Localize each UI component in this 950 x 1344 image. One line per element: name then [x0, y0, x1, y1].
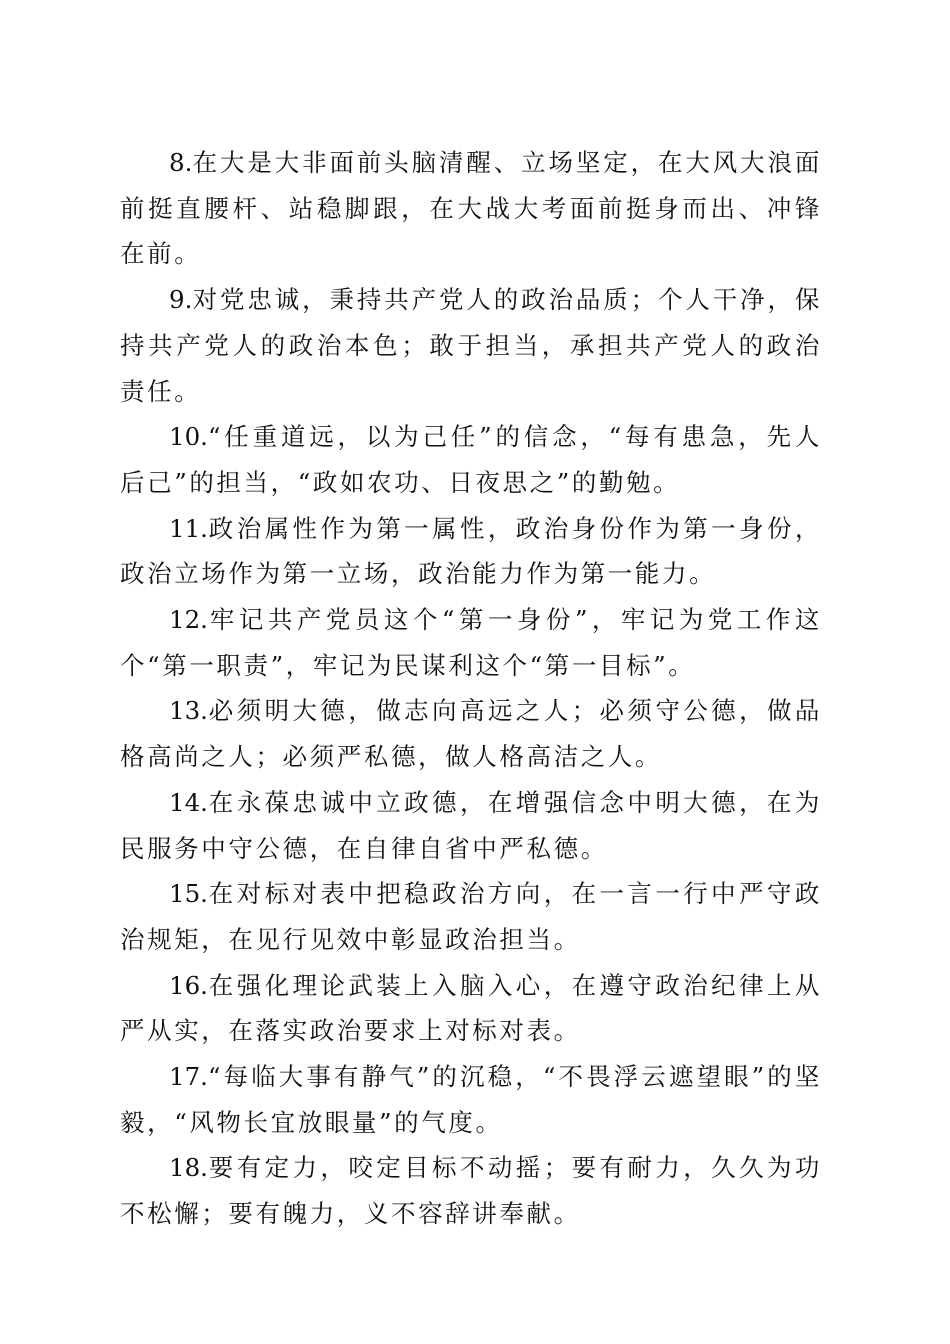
paragraph-number: 13.: [169, 696, 208, 726]
paragraph-text: 在对标对表中把稳政治方向，在一言一行中严守政治规矩，在见行见效中彰显政治担当。: [120, 879, 822, 954]
paragraph-number: 15.: [169, 879, 208, 909]
paragraph-text: 牢记共产党员这个“第一身份”，牢记为党工作这个“第一职责”，牢记为民谋利这个“第一目标”。: [120, 605, 822, 680]
paragraph-number: 10.: [169, 422, 208, 452]
paragraph-13: [120, 688, 822, 779]
paragraph-number: 18.: [169, 1153, 208, 1183]
paragraph-text: 对党忠诚，秉持共产党人的政治品质；个人干净，保持共产党人的政治本色；敢于担当，承担共产党人的政治责任。: [120, 285, 822, 406]
paragraph-number: 14.: [169, 787, 208, 817]
paragraph-number: 8.: [169, 148, 193, 177]
paragraph-text: 在大是大非面前头脑清醒、立场坚定，在大风大浪面前挺直腰杆、站稳脚跟，在大战大考面前挺身而出、冲锋在前。: [120, 148, 822, 269]
paragraph-number: 12.: [169, 605, 208, 635]
paragraph-text: 在永葆忠诚中立政德，在增强信念中明大德，在为民服务中守公德，在自律自省中严私德。: [120, 787, 822, 863]
paragraph-text: 在强化理论武装上入脑入心，在遵守政治纪律上从严从实，在落实政治要求上对标对表。: [120, 970, 822, 1046]
document-body: [120, 140, 822, 1237]
paragraph-number: 9.: [169, 285, 193, 315]
paragraph-text: 政治属性作为第一属性，政治身份作为第一身份，政治立场作为第一立场，政治能力作为第一能力。: [120, 513, 822, 589]
paragraph-text: 必须明大德，做志向高远之人；必须守公德，做品格高尚之人；必须严私德，做人格高洁之人。: [120, 696, 822, 772]
paragraph-15: [120, 871, 822, 962]
paragraph-14: [120, 780, 822, 871]
paragraph-12: [120, 597, 822, 688]
paragraph-text: “任重道远，以为己任”的信念，“每有患急，先人后己”的担当，“政如农功、日夜思之”的勤勉。: [120, 422, 822, 497]
paragraph-text: 要有定力，咬定目标不动摇；要有耐力，久久为功不松懈；要有魄力，义不容辞讲奉献。: [120, 1153, 822, 1229]
paragraph-number: 16.: [169, 970, 208, 1000]
paragraph-18: [120, 1145, 822, 1236]
paragraph-text: “每临大事有静气”的沉稳，“不畏浮云遮望眼”的坚毅，“风物长宜放眼量”的气度。: [120, 1062, 822, 1137]
paragraph-17: [120, 1054, 822, 1145]
paragraph-8: [120, 140, 822, 277]
paragraph-10: [120, 414, 822, 505]
paragraph-number: 11.: [169, 513, 208, 543]
paragraph-11: [120, 506, 822, 597]
paragraph-number: 17.: [169, 1062, 208, 1092]
paragraph-9: [120, 277, 822, 414]
paragraph-16: [120, 963, 822, 1054]
